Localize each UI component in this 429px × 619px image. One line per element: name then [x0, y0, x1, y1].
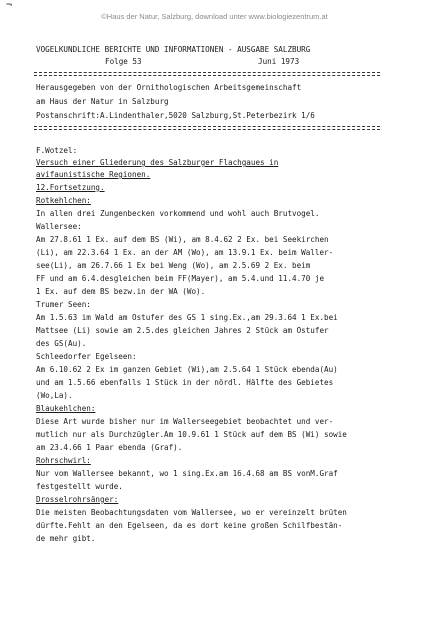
- section-line: dürfte.Fehlt an den Egelseen, da es dort keine großen Schilfbestän-: [36, 521, 343, 530]
- section-line: Wallersee:: [36, 222, 82, 231]
- header-rule-bottom: [34, 126, 380, 130]
- section-line: (Li), am 22.3.64 1 Ex. an der AM (Wo), am 13.9.1 Ex. beim Waller-: [36, 248, 334, 257]
- issue-date: Juni 1973: [258, 57, 300, 66]
- continuation-label: 12.Fortsetzung.: [36, 183, 105, 192]
- section-heading: Blaukehlchen:: [36, 404, 96, 413]
- section-line: Schleedorfer Egelseen:: [36, 352, 137, 361]
- section-line: 1 Ex. auf dem BS bezw.in der WA (Wo).: [36, 287, 206, 296]
- section-line: Nur vom Wallersee bekannt, wo 1 sing.Ex.am 16.4.68 am BS vonM.Graf: [36, 469, 338, 478]
- section-line: festgestellt wurde.: [36, 482, 123, 491]
- section-line: Am 27.8.61 1 Ex. auf dem BS (Wi), am 8.4.62 2 Ex. bei Seekirchen: [36, 235, 329, 244]
- section-heading: Rotkehlchen:: [36, 196, 91, 205]
- publisher-line-2: am Haus der Natur in Salzburg: [36, 97, 169, 106]
- section-line: Diese Art wurde bisher nur im Wallerseegebiet beobachtet und ver-: [36, 417, 334, 426]
- publisher-line-1: Herausgegeben von der Ornithologischen Arbeitsgemeinschaft: [36, 83, 302, 92]
- publication-title: VOGELKUNDLICHE BERICHTE UND INFORMATIONEN - AUSGABE SALZBURG: [36, 45, 311, 54]
- section-line: (Wo,La).: [36, 391, 73, 400]
- section-line: see(Li), am 26.7.66 1 Ex bei Weng (Wo), am 2.5.69 2 Ex. beim: [36, 261, 311, 270]
- watermark: ©Haus der Natur, Salzburg, download unter www.biologiezentrum.at: [101, 12, 328, 21]
- header-rule-top: [34, 72, 380, 76]
- section-heading: Drosselrohrsänger:: [36, 495, 119, 504]
- section-heading: Rohrschwirl:: [36, 456, 91, 465]
- section-line: mutlich nur als Durchzügler.Am 10.9.61 1 Stück auf dem BS (Wi) sowie: [36, 430, 347, 439]
- article-title-line-1: Versuch einer Gliederung des Salzburger Flachgaues in: [36, 158, 279, 167]
- section-line: Am 6.10.62 2 Ex im ganzen Gebiet (Wi),am 2.5.64 1 Stück ebenda(Au): [36, 365, 338, 374]
- postal-address: Postanschrift:A.Lindenthaler,5020 Salzburg,St.Peterbezirk 1/6: [36, 111, 315, 120]
- article-title-line-2: avifaunistische Regionen.: [36, 170, 151, 179]
- section-line: des GS(Au).: [36, 339, 87, 348]
- article-author: F.Wotzel:: [36, 146, 78, 155]
- section-line: Mattsee (Li) sowie am 2.5.des gleichen Jahres 2 Stück am Ostufer: [36, 326, 329, 335]
- issue-number: Folge 53: [105, 57, 142, 66]
- section-line: und am 1.5.66 ebenfalls 1 Stück in der nördl. Hälfte des Gebietes: [36, 378, 334, 387]
- section-line: Die meisten Beobachtungsdaten vom Wallersee, wo er vereinzelt brüten: [36, 508, 347, 517]
- section-line: FF und am 6.4.desgleichen beim FF(Mayer), am 5.4.und 11.4.70 je: [36, 274, 325, 283]
- corner-mark: ¬: [6, 0, 13, 11]
- section-line: Am 1.5.63 im Wald am Ostufer des GS 1 sing.Ex.,am 29.3.64 1 Ex.bei: [36, 313, 338, 322]
- section-line: Trumer Seen:: [36, 300, 91, 309]
- section-line: In allen drei Zungenbecken vorkommend und wohl auch Brutvogel.: [36, 209, 320, 218]
- section-line: de mehr gibt.: [36, 534, 96, 543]
- section-line: am 23.4.66 1 Paar ebenda (Graf).: [36, 443, 183, 452]
